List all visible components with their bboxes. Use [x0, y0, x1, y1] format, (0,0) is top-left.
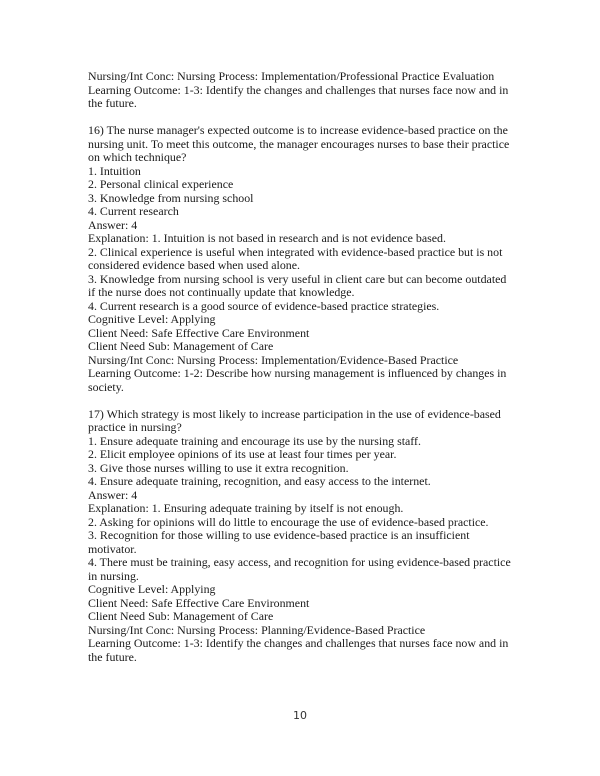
option-3: 3. Knowledge from nursing school — [88, 190, 254, 205]
question-stem — [88, 124, 518, 165]
answer-options — [88, 165, 518, 219]
learning-outcome: Learning Outcome: 1-3: Identify the changes and challenges that nurses face now and in — [88, 636, 509, 650]
explanation — [88, 232, 518, 313]
client-need: Client Need: Safe Effective Care Environment — [88, 325, 310, 340]
spacer — [88, 394, 518, 408]
question-metadata — [88, 583, 518, 664]
option-1: 1. Ensure adequate training and encourage its use by the nursing staff. — [88, 433, 421, 448]
option-4: 4. Ensure adequate training, recognition, and easy access to the internet. — [88, 474, 431, 488]
stem-line: on which technique? — [88, 150, 187, 164]
previous-question-metadata — [88, 70, 518, 111]
cognitive-level: Cognitive Level: Applying — [88, 312, 216, 326]
option-4: 4. Current research — [88, 204, 179, 218]
explanation-line: if the nurse does not continually update that knowledge. — [88, 285, 355, 299]
stem-line: 16) The nurse manager's expected outcome is to increase evidence-based practice on the — [88, 123, 508, 137]
explanation-line: Explanation: 1. Ensuring adequate training by itself is not enough. — [88, 501, 404, 515]
nursing-concept: Nursing/Int Conc: Nursing Process: Implementation/Evidence-Based Practice — [88, 352, 459, 367]
nursing-concept-line: Nursing/Int Conc: Nursing Process: Implementation/Professional Practice Evaluation — [88, 69, 495, 83]
question-17 — [88, 408, 518, 665]
page-content — [88, 70, 518, 664]
question-16 — [88, 124, 518, 394]
question-metadata — [88, 313, 518, 394]
explanation-line: 4. There must be training, easy access, and recognition for using evidence-based practice — [88, 555, 511, 569]
stem-line: practice in nursing? — [88, 420, 182, 434]
option-3: 3. Give those nurses willing to use it extra recognition. — [88, 460, 349, 475]
stem-line: nursing unit. To meet this outcome, the manager encourages nurses to base their practice — [88, 136, 510, 151]
learning-outcome-line: Learning Outcome: 1-3: Identify the changes and challenges that nurses face now and in — [88, 82, 509, 97]
answer-options — [88, 435, 518, 489]
answer-key: Answer: 4 — [88, 217, 138, 232]
option-2: 2. Elicit employee opinions of its use at least four times per year. — [88, 447, 397, 461]
explanation-line: 2. Asking for opinions will do little to encourage the use of evidence-based practice. — [88, 514, 489, 529]
page-number: 10 — [293, 709, 307, 722]
explanation — [88, 502, 518, 583]
explanation-line: 3. Recognition for those willing to use evidence-based practice is an insufficient — [88, 528, 470, 542]
explanation-line: 3. Knowledge from nursing school is very useful in client care but can become outdated — [88, 271, 507, 286]
explanation-line: 2. Clinical experience is useful when integrated with evidence-based practice but is not — [88, 244, 503, 259]
explanation-line: 4. Current research is a good source of evidence-based practice strategies. — [88, 298, 440, 313]
learning-outcome-cont: the future. — [88, 649, 137, 664]
answer-key: Answer: 4 — [88, 487, 138, 502]
explanation-line: motivator. — [88, 541, 137, 556]
option-2: 2. Personal clinical experience — [88, 177, 234, 191]
nursing-concept: Nursing/Int Conc: Nursing Process: Planning/Evidence-Based Practice — [88, 622, 426, 637]
client-need-sub: Client Need Sub: Management of Care — [88, 339, 274, 353]
learning-outcome-line-cont: the future. — [88, 96, 137, 110]
learning-outcome: Learning Outcome: 1-2: Describe how nursing management is influenced by changes in — [88, 366, 507, 380]
option-1: 1. Intuition — [88, 163, 141, 178]
stem-line: 17) Which strategy is most likely to increase participation in the use of evidence-based — [88, 406, 501, 421]
client-need-sub: Client Need Sub: Management of Care — [88, 609, 274, 623]
client-need: Client Need: Safe Effective Care Environment — [88, 595, 310, 610]
spacer — [88, 111, 518, 125]
learning-outcome-cont: society. — [88, 379, 124, 394]
question-stem — [88, 408, 518, 435]
cognitive-level: Cognitive Level: Applying — [88, 582, 216, 596]
explanation-line: considered evidence based when used alone. — [88, 258, 300, 272]
explanation-line: Explanation: 1. Intuition is not based in research and is not evidence based. — [88, 231, 446, 245]
explanation-line: in nursing. — [88, 568, 139, 583]
